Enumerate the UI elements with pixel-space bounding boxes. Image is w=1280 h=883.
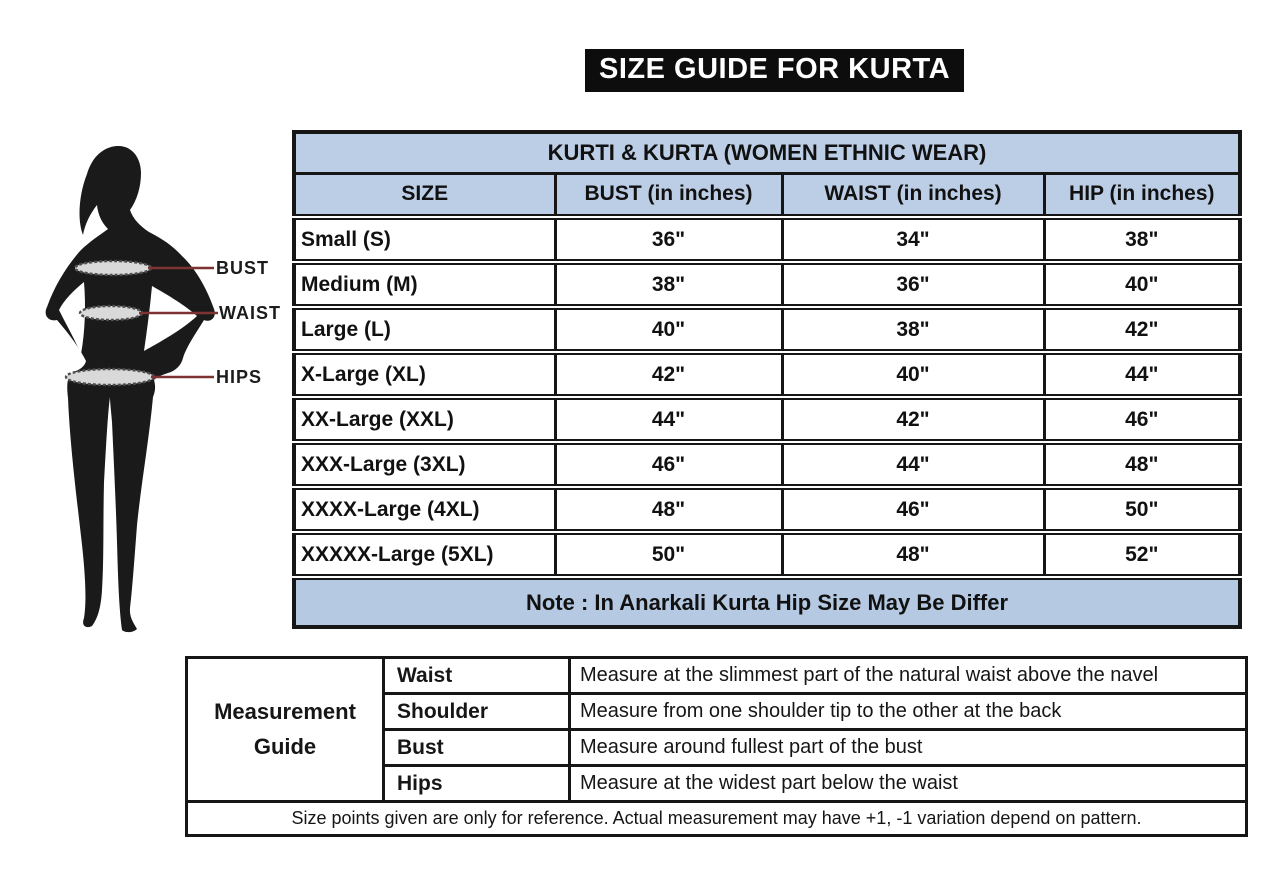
hip-cell: 48" — [1044, 442, 1240, 487]
bust-cell: 48" — [555, 487, 782, 532]
hip-cell: 52" — [1044, 532, 1240, 577]
waist-cell: 48" — [782, 532, 1044, 577]
bust-band — [75, 261, 151, 275]
measure-label-waist: Waist — [384, 658, 570, 694]
column-header-hip: HIP (in inches) — [1044, 173, 1240, 217]
size-cell: XXX-Large (3XL) — [294, 442, 555, 487]
hip-cell: 46" — [1044, 397, 1240, 442]
table-row — [294, 487, 1240, 532]
silhouette-shape — [46, 146, 215, 632]
size-table-header-row — [294, 173, 1240, 217]
waist-cell: 36" — [782, 262, 1044, 307]
table-row — [294, 532, 1240, 577]
table-row — [294, 262, 1240, 307]
measurement-guide-heading — [187, 658, 384, 802]
bust-cell: 42" — [555, 352, 782, 397]
size-cell: Small (S) — [294, 217, 555, 262]
hip-cell: 44" — [1044, 352, 1240, 397]
heading-line2: Guide — [253, 733, 317, 759]
footnote-row — [187, 802, 1247, 836]
note-row — [294, 577, 1240, 627]
bust-cell: 44" — [555, 397, 782, 442]
measure-desc-shoulder: Measure from one shoulder tip to the other at the back — [570, 694, 1247, 730]
size-cell: XXXXX-Large (5XL) — [294, 532, 555, 577]
waist-cell: 38" — [782, 307, 1044, 352]
waist-cell: 46" — [782, 487, 1044, 532]
size-table-title: KURTI & KURTA (WOMEN ETHNIC WEAR) — [294, 132, 1240, 173]
table-row — [294, 352, 1240, 397]
waist-band — [80, 306, 142, 320]
measure-desc-bust: Measure around fullest part of the bust — [570, 730, 1247, 766]
size-cell: XX-Large (XXL) — [294, 397, 555, 442]
size-table-title-row — [294, 132, 1240, 173]
size-cell: XXXX-Large (4XL) — [294, 487, 555, 532]
size-cell: Large (L) — [294, 307, 555, 352]
column-header-size: SIZE — [294, 173, 555, 217]
bust-cell: 46" — [555, 442, 782, 487]
measure-label-shoulder: Shoulder — [384, 694, 570, 730]
hip-cell: 38" — [1044, 217, 1240, 262]
table-row — [294, 307, 1240, 352]
guide-row — [187, 658, 1247, 694]
anarkali-note: Note : In Anarkali Kurta Hip Size May Be Differ — [294, 577, 1240, 627]
hip-cell: 42" — [1044, 307, 1240, 352]
waist-cell: 42" — [782, 397, 1044, 442]
table-row — [294, 397, 1240, 442]
hip-cell: 40" — [1044, 262, 1240, 307]
waist-cell: 44" — [782, 442, 1044, 487]
hips-label: HIPS — [216, 367, 263, 387]
table-row — [294, 442, 1240, 487]
bust-cell: 50" — [555, 532, 782, 577]
bust-cell: 40" — [555, 307, 782, 352]
measure-desc-hips: Measure at the widest part below the waist — [570, 766, 1247, 802]
bust-label: BUST — [216, 258, 269, 278]
heading-line1: Measurement — [214, 699, 356, 725]
measurement-guide-table — [185, 656, 1248, 837]
waist-cell: 40" — [782, 352, 1044, 397]
reference-footnote: Size points given are only for reference. Actual measurement may have +1, -1 variation depend on pattern. — [187, 802, 1247, 836]
bust-cell: 36" — [555, 217, 782, 262]
column-header-bust: BUST (in inches) — [555, 173, 782, 217]
size-cell: X-Large (XL) — [294, 352, 555, 397]
body-silhouette-figure — [40, 140, 280, 640]
hip-cell: 50" — [1044, 487, 1240, 532]
bust-cell: 38" — [555, 262, 782, 307]
measure-label-bust: Bust — [384, 730, 570, 766]
size-cell: Medium (M) — [294, 262, 555, 307]
waist-label: WAIST — [219, 303, 281, 323]
measure-desc-waist: Measure at the slimmest part of the natural waist above the navel — [570, 658, 1247, 694]
measure-label-hips: Hips — [384, 766, 570, 802]
hips-band — [66, 369, 154, 385]
page-title: SIZE GUIDE FOR KURTA — [585, 49, 964, 92]
table-row — [294, 217, 1240, 262]
waist-cell: 34" — [782, 217, 1044, 262]
column-header-waist: WAIST (in inches) — [782, 173, 1044, 217]
size-table — [292, 130, 1242, 629]
